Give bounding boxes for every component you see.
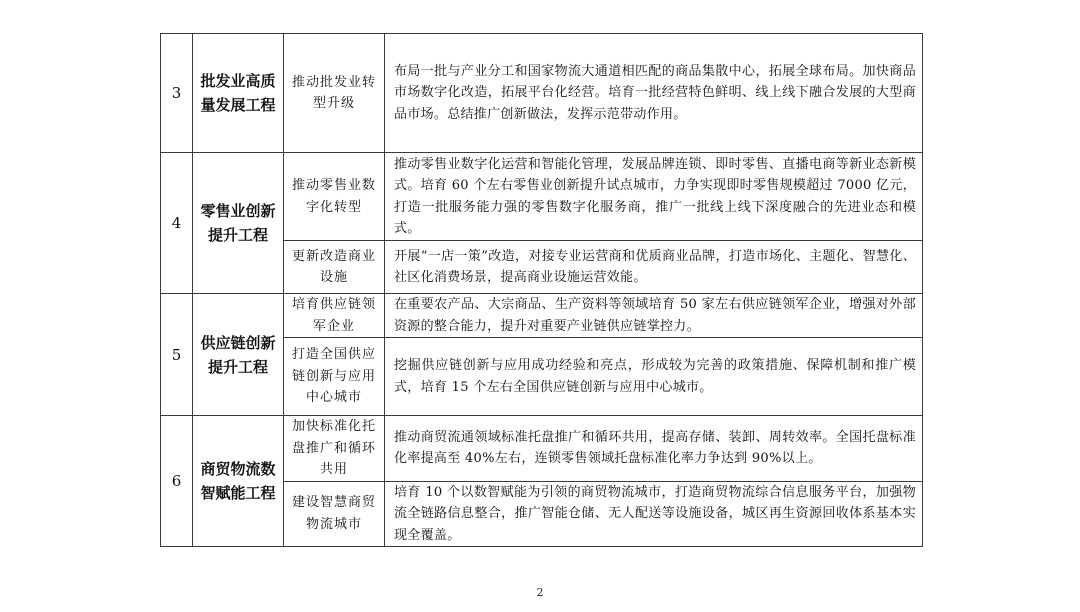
project-table — [160, 33, 923, 547]
description-text: 挖掘供应链创新与应用成功经验和亮点，形成较为完善的政策措施、保障机制和推广模式，培育 15 个左右全国供应链创新与应用中心城市。 — [394, 358, 916, 395]
row-number: 3 — [161, 34, 193, 153]
subcategory-label: 推动批发业转型升级 — [291, 74, 376, 111]
subcategory-label: 推动零售业数字化转型 — [291, 178, 376, 215]
category-label: 供应链创新提升工程 — [200, 333, 276, 376]
table-row — [161, 153, 923, 241]
category-label: 零售业创新提升工程 — [200, 202, 276, 244]
description-text: 开展“一店一策”改造，对接专业运营商和优质商业品牌，打造市场化、主题化、智慧化、社区化消费场景，提高商业设施运营效能。 — [394, 248, 916, 285]
category-label: 商贸物流数智赋能工程 — [200, 460, 276, 502]
row-number: 6 — [161, 416, 193, 547]
subcategory-label: 加快标准化托盘推广和循环共用 — [291, 419, 376, 477]
table-row — [161, 294, 923, 338]
row-number: 4 — [161, 153, 193, 294]
subcategory-label: 更新改造商业设施 — [291, 248, 376, 285]
subcategory-label: 打造全国供应链创新与应用中心城市 — [291, 347, 376, 406]
table-row — [161, 416, 923, 482]
table-row — [161, 34, 923, 153]
description-text: 在重要农产品、大宗商品、生产资料等领域培育 50 家左右供应链领军企业，增强对外部资源的整合能力，提升对重要产业链供应链掌控力。 — [394, 297, 916, 334]
row-number: 5 — [161, 294, 193, 416]
page-number: 2 — [536, 586, 544, 599]
description-text: 推动商贸流通领域标准托盘推广和循环共用，提高存储、装卸、周转效率。全国托盘标准化率提高至 40%左右，连锁零售领域托盘标准化率力争达到 90%以上。 — [394, 429, 916, 467]
description-text: 培育 10 个以数智赋能为引领的商贸物流城市，打造商贸物流综合信息服务平台，加强物流全链路信息整合，推广智能仓储、无人配送等设施设备，城区再生资源回收体系基本实现全覆盖。 — [394, 484, 916, 543]
description-text: 布局一批与产业分工和国家物流大通道相匹配的商品集散中心，拓展全球布局。加快商品市场数字化改造，拓展平台化经营。培育一批经营特色鲜明、线上线下融合发展的大型商品市场。总结推广创新做法，发挥示范带动作用。 — [394, 63, 916, 122]
subcategory-label: 培育供应链领军企业 — [291, 297, 376, 334]
category-label: 批发业高质量发展工程 — [200, 72, 276, 114]
description-text: 推动零售业数字化运营和智能化管理，发展品牌连锁、即时零售、直播电商等新业态新模式。培育 60 个左右零售业创新提升试点城市，力争实现即时零售规模超过 7000 亿元，打造一批服务能力强的零售数字化服务商，推广一批线上线下深度融合的先进业态和模式。 — [394, 156, 916, 236]
subcategory-label: 建设智慧商贸物流城市 — [291, 495, 376, 532]
